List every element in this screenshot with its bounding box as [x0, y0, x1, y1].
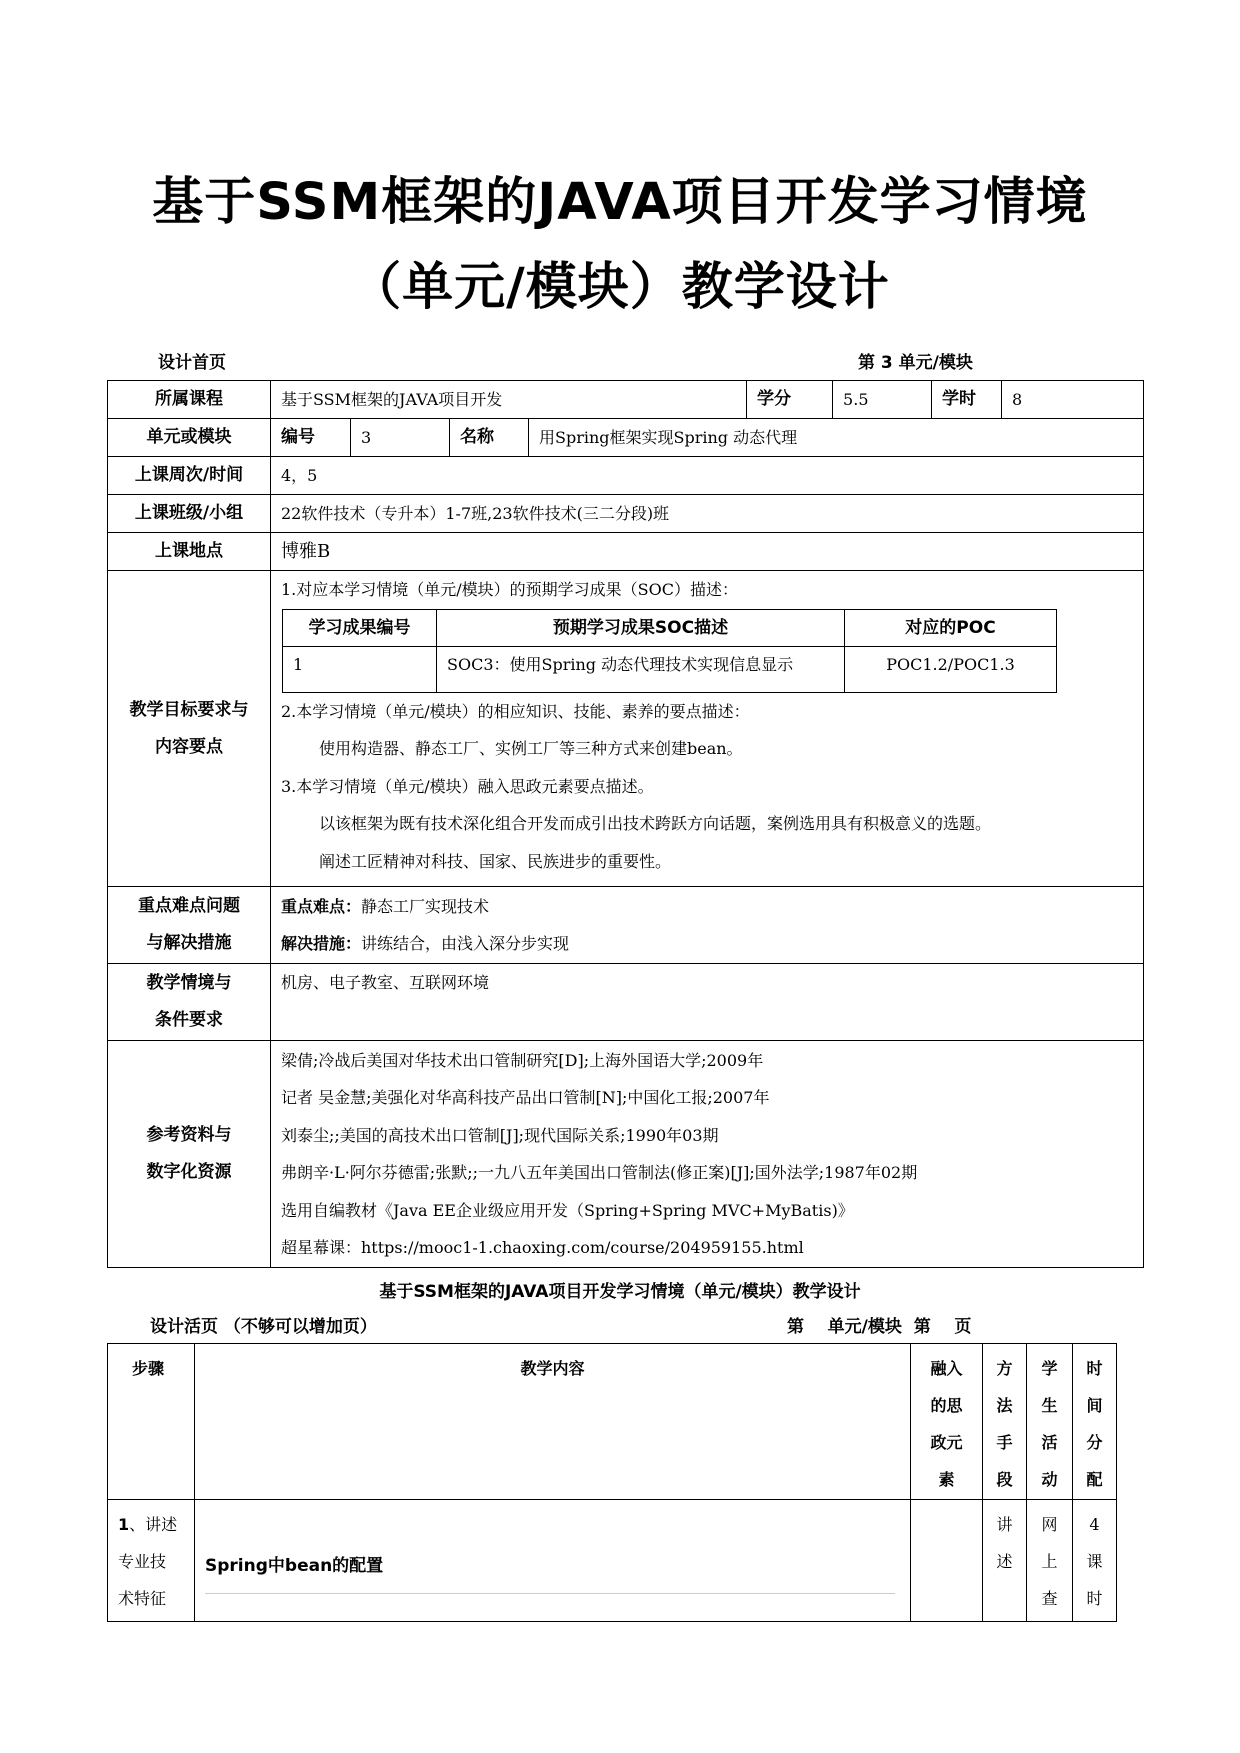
doc-title-line2: （单元/模块）教学设计	[350, 258, 890, 317]
key-label-line1: 重点难点问题	[138, 896, 240, 916]
header-ideology-line: 政元	[930, 1433, 963, 1452]
header-student	[1027, 1344, 1073, 1500]
row1-step	[108, 1500, 195, 1622]
activity-page-number-label: 第 单元/模块 第 页	[787, 1317, 972, 1337]
header-student-line: 动	[1041, 1470, 1058, 1489]
ref-item: 记者 吴金慧;美强化对华高科技产品出口管制[N];中国化工报;2007年	[281, 1088, 770, 1107]
activity-table	[107, 1343, 1117, 1622]
row1-student	[1027, 1500, 1073, 1622]
unit-number-label: 第 3 单元/模块	[858, 353, 973, 373]
header-student-line: 活	[1041, 1433, 1058, 1452]
env-value: 机房、电子教室、互联网环境	[271, 964, 1144, 1041]
ref-item: 弗朗辛·L·阿尔芬德雷;张默;;一九八五年美国出口管制法(修正案)[J];国外法学;1987年02期	[281, 1163, 918, 1182]
soc-cell-poc: POC1.2/POC1.3	[845, 646, 1057, 692]
header-time	[1073, 1344, 1117, 1500]
row1-step-line: 专业技	[118, 1552, 167, 1571]
header-content: 教学内容	[195, 1344, 911, 1500]
row1-method	[983, 1500, 1027, 1622]
header-time-line: 配	[1086, 1470, 1103, 1489]
row1-method-line: 讲	[996, 1515, 1013, 1534]
goal-item-3-text2: 阐述工匠精神对科技、国家、民族进步的重要性。	[319, 851, 672, 871]
name-value: 用Spring框架实现Spring 动态代理	[529, 419, 1144, 457]
header-method-line: 手	[996, 1433, 1013, 1452]
header-time-line: 分	[1086, 1433, 1103, 1452]
key-content	[271, 887, 1144, 964]
header-ideology	[911, 1344, 983, 1500]
key-label-line2: 与解决措施	[146, 933, 232, 953]
unit-label: 单元或模块	[108, 419, 271, 457]
week-label: 上课周次/时间	[108, 457, 271, 495]
class-value: 22软件技术（专升本）1-7班,23软件技术(三二分段)班	[271, 495, 1144, 533]
header-method-line: 方	[996, 1359, 1013, 1378]
place-label: 上课地点	[108, 533, 271, 571]
row1-time-line: 时	[1086, 1589, 1103, 1608]
doc-title-line1: 基于SSM框架的JAVA项目开发学习情境	[152, 173, 1088, 232]
goal-item-1: 1.对应本学习情境（单元/模块）的预期学习成果（SOC）描述：	[281, 580, 738, 599]
row1-student-line: 上	[1041, 1552, 1058, 1571]
ref-label	[108, 1041, 271, 1268]
soc-header-poc: 对应的POC	[845, 609, 1057, 646]
course-value: 基于SSM框架的JAVA项目开发	[271, 381, 747, 419]
goal-item-2-text: 使用构造器、静态工厂、实例工厂等三种方式来创建bean。	[319, 739, 743, 758]
goal-item-3: 3.本学习情境（单元/模块）融入思政元素要点描述。	[281, 776, 654, 796]
name-label: 名称	[450, 419, 529, 457]
row1-student-line: 网	[1041, 1515, 1058, 1534]
goal-item-3-text1: 以该框架为既有技术深化组合开发而成引出技术跨跃方向话题，案例选用具有积极意义的选题。	[319, 814, 992, 833]
hours-value: 8	[1002, 381, 1144, 419]
header-step: 步骤	[108, 1344, 195, 1500]
soc-header-number: 学习成果编号	[283, 609, 437, 646]
row1-step-line: 、讲述	[129, 1515, 178, 1534]
env-label-line1: 教学情境与	[146, 973, 232, 993]
hours-label: 学时	[932, 381, 1002, 419]
goal-label	[108, 571, 271, 887]
row1-content	[195, 1500, 911, 1622]
number-label: 编号	[271, 419, 351, 457]
row1-ideology	[911, 1500, 983, 1622]
goal-label-line1: 教学目标要求与	[129, 699, 249, 720]
row1-content-rule	[205, 1593, 895, 1594]
solution-value: 讲练结合，由浅入深分步实现	[361, 934, 570, 953]
row1-step-number: 1	[118, 1515, 130, 1534]
row1-method-line: 述	[996, 1552, 1013, 1571]
row1-step-line: 术特征	[118, 1589, 167, 1608]
soc-cell-desc: SOC3：使用Spring 动态代理技术实现信息显示	[437, 646, 845, 692]
header-method-line: 段	[996, 1470, 1013, 1489]
first-page-table	[107, 380, 1144, 1268]
key-point-label: 重点难点：	[281, 896, 362, 916]
class-label: 上课班级/小组	[108, 495, 271, 533]
header-ideology-line: 的思	[930, 1396, 963, 1415]
ref-item: 选用自编教材《Java EE企业级应用开发（Spring+Spring MVC+MyBatis)》	[281, 1200, 854, 1220]
ref-item: 梁倩;冷战后美国对华技术出口管制研究[D];上海外国语大学;2009年	[281, 1050, 764, 1070]
week-value: 4，5	[271, 457, 1144, 495]
activity-page-title: 基于SSM框架的JAVA项目开发学习情境（单元/模块）教学设计	[379, 1282, 861, 1302]
goal-item-2: 2.本学习情境（单元/模块）的相应知识、技能、素养的要点描述：	[281, 701, 750, 721]
env-label-line2: 条件要求	[155, 1010, 223, 1030]
ref-item: 刘泰尘;;美国的高技术出口管制[J];现代国际关系;1990年03期	[281, 1125, 719, 1145]
header-time-line: 时	[1086, 1359, 1103, 1378]
ref-item-link[interactable]: 超星幕课：https://mooc1-1.chaoxing.com/course/204959155.html	[281, 1238, 804, 1257]
soc-header-desc: 预期学习成果SOC描述	[437, 609, 845, 646]
row1-time	[1073, 1500, 1117, 1622]
first-page-label: 设计首页	[158, 353, 226, 373]
credit-label: 学分	[747, 381, 833, 419]
goal-label-line2: 内容要点	[155, 736, 223, 757]
header-student-line: 生	[1041, 1396, 1058, 1415]
ref-list	[271, 1041, 1144, 1268]
soc-table	[282, 609, 1057, 693]
solution-label: 解决措施：	[281, 934, 362, 953]
number-value: 3	[351, 419, 450, 457]
header-student-line: 学	[1041, 1359, 1058, 1378]
header-time-line: 间	[1086, 1396, 1103, 1415]
row1-content-title: Spring中bean的配置	[205, 1556, 384, 1576]
key-label	[108, 887, 271, 964]
place-value: 博雅B	[271, 533, 1144, 571]
credit-value: 5.5	[833, 381, 932, 419]
header-ideology-line: 融入	[930, 1359, 963, 1378]
header-method-line: 法	[996, 1396, 1013, 1415]
row1-student-line: 查	[1041, 1589, 1058, 1608]
row1-time-line: 课	[1086, 1552, 1103, 1571]
soc-cell-number: 1	[283, 646, 437, 692]
ref-label-line2: 数字化资源	[146, 1162, 232, 1182]
course-label: 所属课程	[108, 381, 271, 419]
header-method	[983, 1344, 1027, 1500]
ref-label-line1: 参考资料与	[146, 1125, 232, 1145]
goal-content	[271, 571, 1144, 887]
activity-page-label: 设计活页 （不够可以增加页）	[150, 1317, 377, 1337]
env-label	[108, 964, 271, 1041]
header-ideology-line: 素	[938, 1470, 955, 1489]
row1-time-line: 4	[1089, 1515, 1100, 1534]
key-point-value: 静态工厂实现技术	[361, 896, 490, 916]
